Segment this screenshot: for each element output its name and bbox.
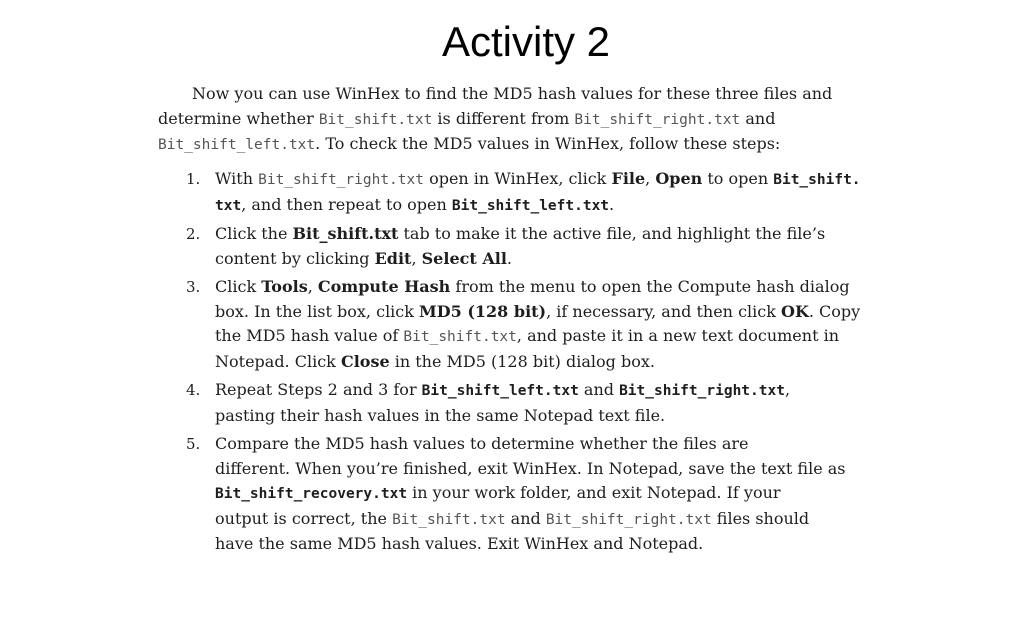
intro-line-3: Bit_shift_left.txt. To check the MD5 values in WinHex, follow these steps: (158, 134, 781, 153)
menu-command: MD5 (128 bit) (419, 301, 547, 321)
menu-command: Edit (374, 248, 412, 268)
menu-command: Close (340, 351, 390, 371)
step-number: 1. (186, 170, 201, 188)
filename: Bit_shift_right.txt (574, 111, 741, 128)
step-item: 4. Repeat Steps 2 and 3 for Bit_shift_left.txt and Bit_shift_right.txt, pasting their hash values in the same Notepad text file. (186, 380, 791, 425)
step-number: 5. (186, 435, 201, 453)
menu-command: Tools (261, 277, 308, 296)
filename: Bit_shift_right.txt (545, 511, 712, 528)
page-title: Activity 2 (441, 18, 611, 65)
step-number: 2. (186, 225, 201, 243)
filename: Bit_shift_recovery.txt (215, 486, 408, 502)
steps-list (186, 167, 926, 561)
filename: txt (215, 197, 242, 214)
filename: Bit_shift.txt (318, 111, 433, 128)
filename: Bit_shift_right.txt (619, 383, 785, 399)
step-number: 3. (186, 278, 201, 296)
menu-command: OK (781, 301, 809, 321)
filename: Bit_shift.txt (403, 329, 517, 345)
intro-paragraph (158, 82, 898, 158)
menu-command: Open (655, 169, 703, 188)
filename: Bit_shift. (773, 172, 861, 188)
filename: Bit_shift_left.txt (421, 383, 579, 399)
step-item: 1. With Bit_shift_right.txt open in WinHex, click File, Open to open Bit_shift. txt, and then repeat to open Bit_shift_left.txt. (186, 169, 861, 214)
menu-command: Select All (421, 248, 507, 268)
tab-name: Bit_shift.txt (292, 224, 399, 243)
intro-line-2: determine whether Bit_shift.txt is different from Bit_shift_right.txt and (158, 108, 776, 128)
filename: Bit_shift.txt (392, 511, 506, 528)
step-item: 2. Click the Bit_shift.txt tab to make it the active file, and highlight the file’s content by clicking Edit, Select All. (186, 224, 826, 268)
step-item: 3. Click Tools, Compute Hash from the menu to open the Compute hash dialog box. In the list box, click MD5 (128 bit), if necessary, and then click OK. Copy the MD5 hash value of Bit_shift.txt, and paste it in a new text document in Notepad. Click Close in the MD5 (128 bit) dialog box. (186, 277, 861, 371)
intro-line-1: Now you can use WinHex to find the MD5 hash values for these three files and (192, 84, 833, 103)
filename: Bit_shift_left.txt (451, 197, 610, 214)
filename: Bit_shift_left.txt (158, 137, 316, 153)
step-number: 4. (186, 381, 201, 399)
menu-command: File (611, 169, 646, 188)
menu-command: Compute Hash (317, 277, 451, 296)
filename: Bit_shift_right.txt (258, 172, 424, 188)
step-item: 5. Compare the MD5 hash values to determine whether the files are different. When you’re finished, exit WinHex. In Notepad, save the text file as Bit_shift_recovery.txt in your work folder, and exit Notepad. If your output is correct, the Bit_shift.txt and Bit_shift_right.txt files should have the same MD5 hash values. Exit WinHex and Notepad. (186, 434, 846, 553)
